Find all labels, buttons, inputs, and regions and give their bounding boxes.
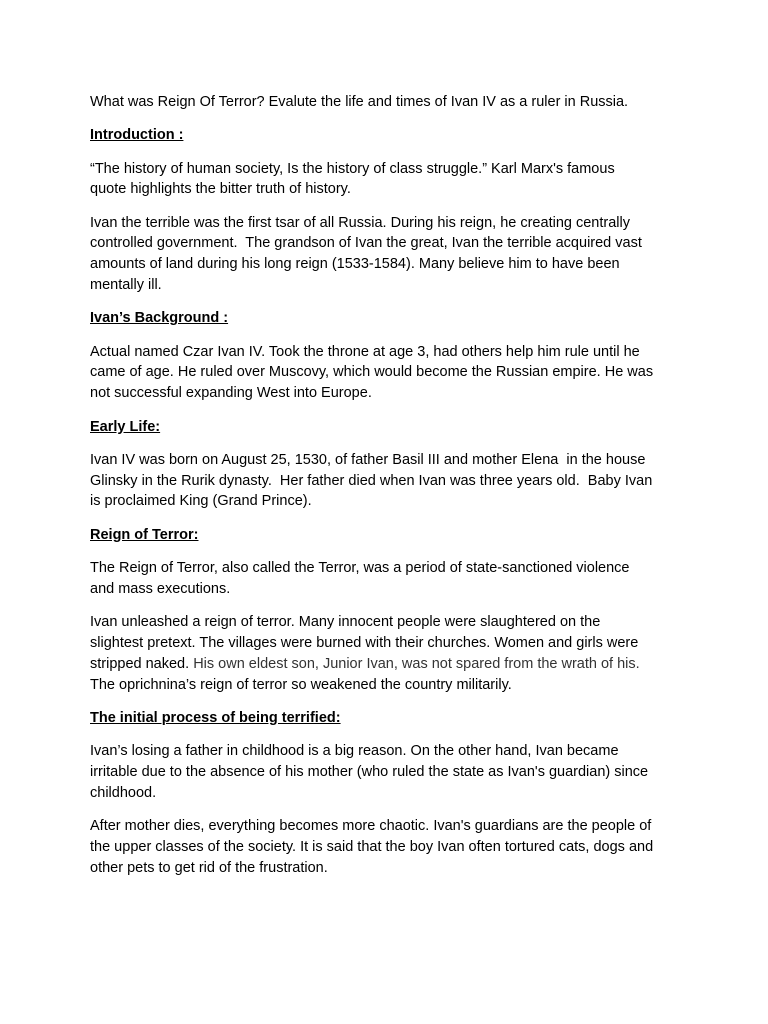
section-heading: The initial process of being terrified:: [90, 709, 341, 726]
text-line: mentally ill.: [90, 277, 162, 294]
body-paragraph: [90, 612, 686, 695]
text-line: controlled government. The grandson of Ivan the great, Ivan the terrible acquired vast: [90, 235, 642, 252]
body-paragraph: [90, 213, 686, 296]
text-line: The Reign of Terror, also called the Terror, was a period of state-sanctioned violence: [90, 560, 630, 577]
text-line: “The history of human society, Is the history of class struggle.” Karl Marx's famous: [90, 160, 615, 177]
text-line: other pets to get rid of the frustration.: [90, 859, 328, 876]
section-heading: Early Life:: [90, 418, 161, 435]
text-line: After mother dies, everything becomes more chaotic. Ivan's guardians are the people of: [90, 818, 652, 835]
text-line: stripped naked. His own eldest son, Junior Ivan, was not spared from the wrath of his.: [90, 655, 640, 672]
text-line: quote highlights the bitter truth of history.: [90, 181, 351, 198]
text-line: the upper classes of the society. It is said that the boy Ivan often tortured cats, dogs and: [90, 838, 654, 855]
body-paragraph: [90, 741, 686, 803]
text-line: The oprichnina’s reign of terror so weakened the country militarily.: [90, 676, 512, 693]
section-heading: Ivan’s Background :: [90, 310, 229, 327]
text-line: slightest pretext. The villages were burned with their churches. Women and girls were: [90, 634, 639, 651]
document-sections: [90, 125, 686, 878]
document-page: [90, 92, 686, 891]
text-line: and mass executions.: [90, 580, 231, 597]
body-paragraph: [90, 342, 686, 404]
text-line: Ivan unleashed a reign of terror. Many innocent people were slaughtered on the: [90, 614, 601, 631]
body-paragraph: [90, 558, 686, 600]
text-line: Ivan the terrible was the first tsar of all Russia. During his reign, he creating centrally: [90, 214, 630, 231]
question-text: What was Reign Of Terror? Evalute the life and times of Ivan IV as a ruler in Russia.: [90, 94, 629, 110]
section-heading: Reign of Terror:: [90, 526, 199, 543]
body-paragraph: [90, 450, 686, 512]
body-paragraph: [90, 816, 686, 878]
text-line: irritable due to the absence of his mother (who ruled the state as Ivan's guardian) since: [90, 763, 649, 780]
text-line: amounts of land during his long reign (1533-1584). Many believe him to have been: [90, 256, 620, 273]
text-line: not successful expanding West into Europe.: [90, 385, 372, 402]
text-line: Actual named Czar Ivan IV. Took the throne at age 3, had others help him rule until he: [90, 343, 640, 360]
section-heading: Introduction :: [90, 127, 184, 144]
body-paragraph: [90, 159, 686, 201]
text-line: childhood.: [90, 784, 157, 801]
text-line: Ivan’s losing a father in childhood is a big reason. On the other hand, Ivan became: [90, 743, 619, 760]
text-line: Ivan IV was born on August 25, 1530, of father Basil III and mother Elena in the house: [90, 451, 646, 468]
text-line: is proclaimed King (Grand Prince).: [90, 493, 312, 510]
text-line: Glinsky in the Rurik dynasty. Her father died when Ivan was three years old. Baby Ivan: [90, 472, 653, 489]
text-line: came of age. He ruled over Muscovy, which would become the Russian empire. He was: [90, 364, 654, 381]
